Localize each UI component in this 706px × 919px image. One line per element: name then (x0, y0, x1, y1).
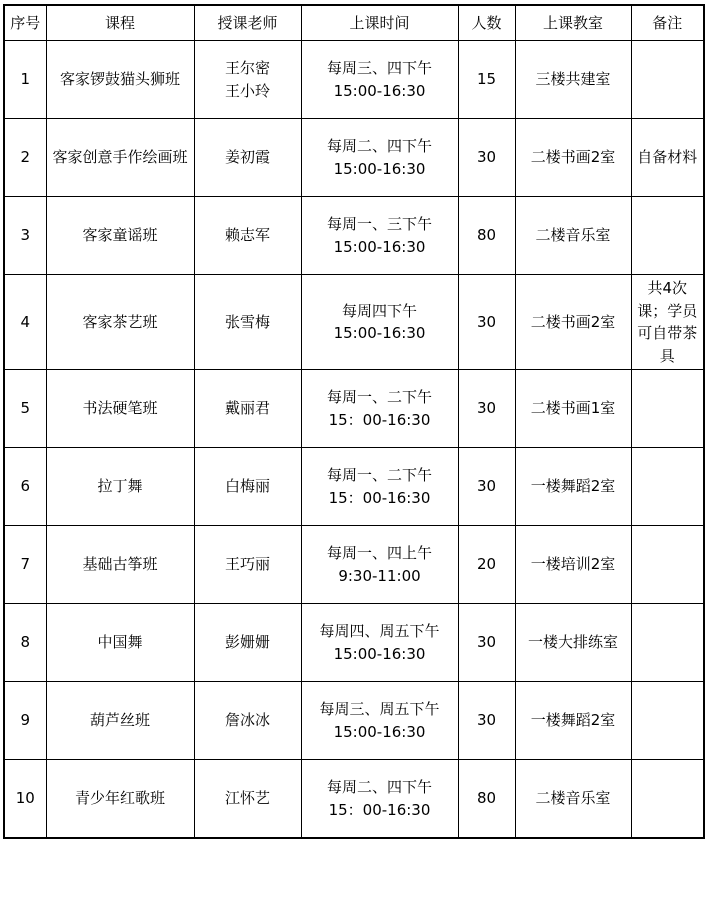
cell-count: 80 (458, 197, 515, 275)
cell-note (631, 370, 704, 448)
cell-note: 共4次课；学员可自带茶具 (631, 275, 704, 370)
course-schedule-table (3, 4, 705, 839)
time-range: 15:00-16:30 (333, 722, 426, 741)
cell-time (301, 448, 458, 526)
cell-time (301, 119, 458, 197)
time-days: 每周一、三下午 (326, 215, 432, 233)
cell-note: 自备材料 (631, 119, 704, 197)
cell-room: 一楼大排练室 (515, 604, 631, 682)
table-body (4, 41, 704, 839)
time-range: 15：00-16:30 (328, 488, 431, 507)
cell-note (631, 526, 704, 604)
table-row (4, 526, 704, 604)
cell-count: 30 (458, 448, 515, 526)
time-days: 每周三、周五下午 (319, 700, 440, 718)
header-room: 上课教室 (515, 5, 631, 41)
cell-room: 一楼舞蹈2室 (515, 448, 631, 526)
cell-course: 青少年红歌班 (46, 760, 194, 839)
teacher-name-line: 赖志军 (224, 226, 270, 245)
cell-room: 一楼培训2室 (515, 526, 631, 604)
cell-course: 基础古筝班 (46, 526, 194, 604)
header-teacher: 授课老师 (194, 5, 301, 41)
teacher-name-line: 王尔密 (224, 59, 270, 77)
cell-time (301, 370, 458, 448)
cell-room: 二楼书画1室 (515, 370, 631, 448)
cell-no: 6 (4, 448, 46, 526)
cell-time (301, 41, 458, 119)
cell-count: 30 (458, 119, 515, 197)
cell-room: 一楼舞蹈2室 (515, 682, 631, 760)
teacher-name-line: 王巧丽 (224, 555, 270, 574)
time-range: 15:00-16:30 (333, 81, 426, 100)
cell-count: 30 (458, 604, 515, 682)
cell-teacher (194, 41, 301, 119)
teacher-name-line: 白梅丽 (224, 477, 270, 496)
time-days: 每周四下午 (341, 301, 417, 320)
cell-count: 30 (458, 370, 515, 448)
cell-room: 二楼音乐室 (515, 197, 631, 275)
cell-no: 7 (4, 526, 46, 604)
cell-no: 3 (4, 197, 46, 275)
teacher-name-line: 姜初霞 (224, 148, 270, 167)
time-range: 15：00-16:30 (328, 410, 431, 429)
cell-room: 二楼书画2室 (515, 275, 631, 370)
time-range: 15:00-16:30 (333, 324, 426, 342)
cell-time (301, 197, 458, 275)
cell-count: 80 (458, 760, 515, 839)
cell-no: 2 (4, 119, 46, 197)
header-time: 上课时间 (301, 5, 458, 41)
time-range: 15:00-16:30 (333, 237, 426, 256)
cell-teacher (194, 526, 301, 604)
table-header (4, 5, 704, 41)
cell-course: 客家锣鼓猫头狮班 (46, 41, 194, 119)
cell-teacher (194, 197, 301, 275)
cell-course: 中国舞 (46, 604, 194, 682)
cell-course: 客家茶艺班 (46, 275, 194, 370)
cell-no: 5 (4, 370, 46, 448)
cell-teacher (194, 275, 301, 370)
cell-no: 1 (4, 41, 46, 119)
cell-course: 客家童谣班 (46, 197, 194, 275)
cell-teacher (194, 604, 301, 682)
cell-note (631, 760, 704, 839)
teacher-name-line: 戴丽君 (224, 399, 270, 418)
cell-no: 9 (4, 682, 46, 760)
table-row (4, 448, 704, 526)
cell-teacher (194, 760, 301, 839)
cell-time (301, 526, 458, 604)
cell-no: 8 (4, 604, 46, 682)
table-header-row (4, 5, 704, 41)
cell-count: 30 (458, 682, 515, 760)
cell-teacher (194, 448, 301, 526)
cell-time (301, 682, 458, 760)
table-row (4, 41, 704, 119)
header-no: 序号 (4, 5, 46, 41)
cell-count: 20 (458, 526, 515, 604)
teacher-name-line: 张雪梅 (224, 312, 270, 331)
cell-no: 4 (4, 275, 46, 370)
cell-note (631, 41, 704, 119)
teacher-name-line: 江怀艺 (224, 789, 270, 808)
cell-time (301, 275, 458, 370)
time-days: 每周一、二下午 (326, 466, 432, 484)
cell-no: 10 (4, 760, 46, 839)
header-course: 课程 (46, 5, 194, 41)
table-row (4, 197, 704, 275)
time-range: 15:00-16:30 (333, 159, 426, 178)
time-days: 每周一、四上午 (326, 544, 432, 562)
time-days: 每周二、四下午 (326, 137, 432, 155)
time-days: 每周一、二下午 (326, 388, 432, 406)
table-row (4, 682, 704, 760)
cell-course: 书法硬笔班 (46, 370, 194, 448)
teacher-name-line: 彭姗姗 (224, 633, 270, 652)
cell-course: 葫芦丝班 (46, 682, 194, 760)
teacher-name-line: 詹冰冰 (224, 711, 270, 730)
cell-note (631, 682, 704, 760)
time-range: 15:00-16:30 (333, 644, 426, 663)
cell-note (631, 604, 704, 682)
cell-time (301, 760, 458, 839)
table-row (4, 604, 704, 682)
table-row (4, 370, 704, 448)
cell-count: 30 (458, 275, 515, 370)
cell-time (301, 604, 458, 682)
time-days: 每周三、四下午 (326, 59, 432, 77)
cell-course: 拉丁舞 (46, 448, 194, 526)
time-range: 9:30-11:00 (338, 566, 421, 585)
cell-teacher (194, 119, 301, 197)
time-range: 15：00-16:30 (328, 800, 431, 819)
cell-room: 三楼共建室 (515, 41, 631, 119)
teacher-name-line: 王小玲 (224, 81, 270, 100)
cell-course: 客家创意手作绘画班 (46, 119, 194, 197)
cell-room: 二楼音乐室 (515, 760, 631, 839)
time-days: 每周二、四下午 (326, 778, 432, 796)
cell-count: 15 (458, 41, 515, 119)
header-count: 人数 (458, 5, 515, 41)
table-row (4, 760, 704, 839)
cell-teacher (194, 682, 301, 760)
time-days: 每周四、周五下午 (319, 622, 440, 640)
table-row (4, 119, 704, 197)
cell-teacher (194, 370, 301, 448)
table-row (4, 275, 704, 370)
cell-note (631, 448, 704, 526)
header-note: 备注 (631, 5, 704, 41)
cell-note (631, 197, 704, 275)
cell-room: 二楼书画2室 (515, 119, 631, 197)
